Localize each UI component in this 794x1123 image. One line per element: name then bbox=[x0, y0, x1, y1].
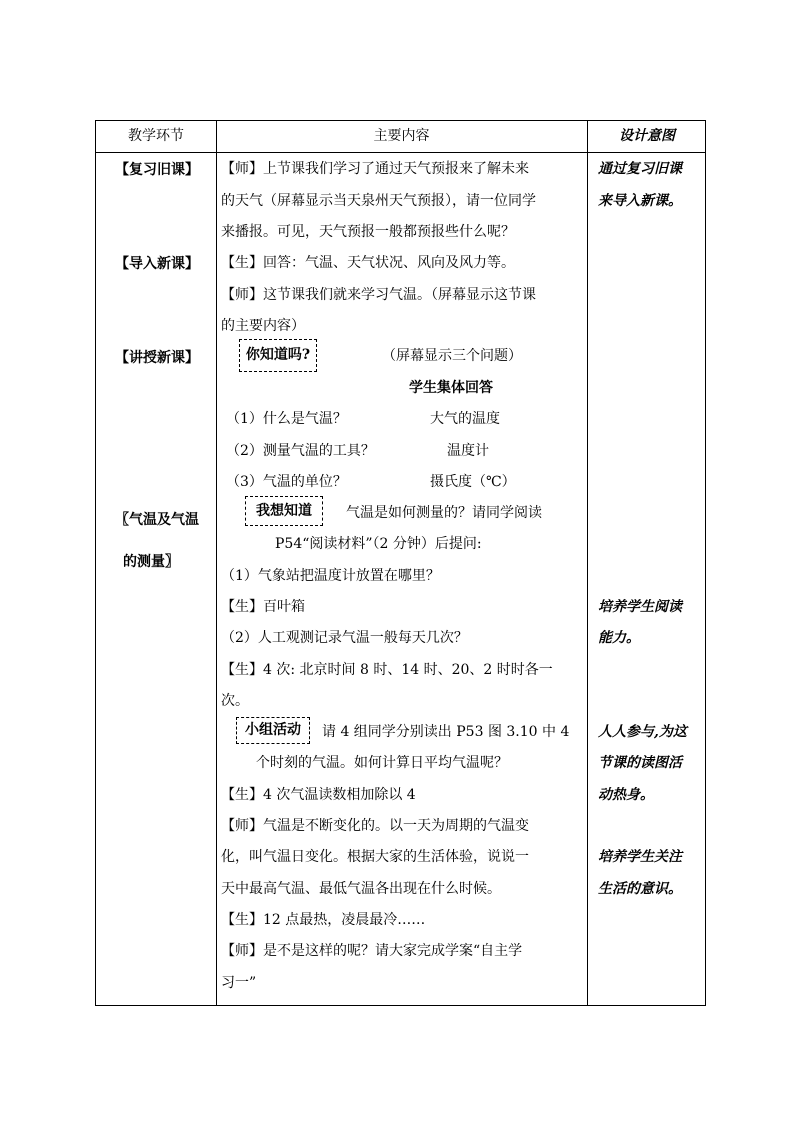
did-you-know-box: 你知道吗? bbox=[239, 339, 317, 372]
header-stage: 教学环节 bbox=[128, 128, 184, 144]
content-line: 【师】气温是不断变化的。以一天为周期的气温变 bbox=[221, 818, 529, 834]
content-line: 个时刻的气温。如何计算日平均气温呢？ bbox=[256, 755, 508, 771]
content-line: 次。 bbox=[221, 693, 249, 709]
content-line: 【师】是不是这样的呢？请大家完成学案“自主学 bbox=[221, 943, 523, 959]
content-line: （2）人工观测记录气温一般每天几次？ bbox=[221, 630, 468, 646]
header-content: 主要内容 bbox=[373, 128, 430, 144]
content-line: 化，叫气温日变化。根据大家的生活体验，说说一 bbox=[221, 849, 529, 865]
content-line: 来播报。可见，天气预报一般都预报些什么呢？ bbox=[221, 224, 515, 240]
content-line: 【生】回答：气温、天气状况、风向及风力等。 bbox=[221, 255, 515, 271]
content-line: 习一” bbox=[221, 975, 257, 991]
intent-line: 动热身。 bbox=[598, 787, 654, 803]
content-line: P54“阅读材料”（2 分钟）后提问: bbox=[275, 536, 482, 552]
intent-line: 节课的读图活 bbox=[598, 755, 682, 771]
stage-intro: 【导入新课】 bbox=[115, 256, 199, 272]
column-divider bbox=[216, 121, 217, 1005]
content-line: 【师】这节课我们就来学习气温。（屏幕显示这节课 bbox=[221, 287, 536, 303]
intent-line: 能力。 bbox=[598, 630, 640, 646]
question-2: （2）测量气温的工具？ bbox=[226, 443, 375, 459]
question-3: （3）气温的单位？ bbox=[226, 474, 347, 490]
intent-line: 来导入新课。 bbox=[598, 193, 682, 209]
header-intent: 设计意图 bbox=[619, 128, 675, 144]
content-line: 天中最高气温、最低气温各出现在什么时候。 bbox=[221, 881, 501, 897]
content-line: 【生】4 次气温读数相加除以 4 bbox=[221, 787, 416, 803]
content-line: （屏幕显示三个问题） bbox=[382, 348, 522, 364]
content-line: 学生集体回答 bbox=[409, 380, 493, 396]
content-line: 【生】百叶箱 bbox=[221, 599, 305, 615]
answer-2: 温度计 bbox=[447, 443, 489, 459]
i-want-to-know-box: 我想知道 bbox=[245, 496, 323, 526]
intent-line: 人人参与,为这 bbox=[598, 724, 687, 740]
content-line: 的天气（屏幕显示当天泉州天气预报），请一位同学 bbox=[221, 193, 536, 209]
column-divider bbox=[587, 121, 588, 1005]
content-line: （1）气象站把温度计放置在哪里？ bbox=[221, 568, 440, 584]
question-1: （1）什么是气温？ bbox=[226, 411, 347, 427]
group-activity-box: 小组活动 bbox=[236, 717, 310, 744]
intent-line: 培养学生关注 bbox=[598, 849, 682, 865]
intent-line: 培养学生阅读 bbox=[598, 599, 682, 615]
header-divider bbox=[96, 152, 705, 153]
lesson-plan-table bbox=[95, 120, 706, 1006]
stage-review: 【复习旧课】 bbox=[115, 162, 199, 178]
answer-3: 摄氏度（℃） bbox=[430, 474, 516, 490]
stage-topic-line1: 〖气温及气温 bbox=[115, 512, 199, 528]
content-line: 请 4 组同学分别读出 P53 图 3.10 中 4 bbox=[322, 724, 570, 740]
intent-line: 通过复习旧课 bbox=[598, 161, 682, 177]
stage-topic-line2: 的测量〗 bbox=[123, 554, 179, 570]
intent-line: 生活的意识。 bbox=[598, 881, 682, 897]
content-line: 气温是如何测量的？请同学阅读 bbox=[346, 505, 542, 521]
answer-1: 大气的温度 bbox=[430, 411, 500, 427]
content-line: 【生】12 点最热，凌晨最冷…… bbox=[221, 912, 426, 928]
content-line: 【生】4 次: 北京时间 8 时、14 时、20、2 时时各一 bbox=[221, 662, 553, 678]
content-line: 的主要内容） bbox=[221, 318, 305, 334]
content-line: 【师】上节课我们学习了通过天气预报来了解未来 bbox=[221, 161, 529, 177]
stage-teach: 【讲授新课】 bbox=[115, 350, 199, 366]
